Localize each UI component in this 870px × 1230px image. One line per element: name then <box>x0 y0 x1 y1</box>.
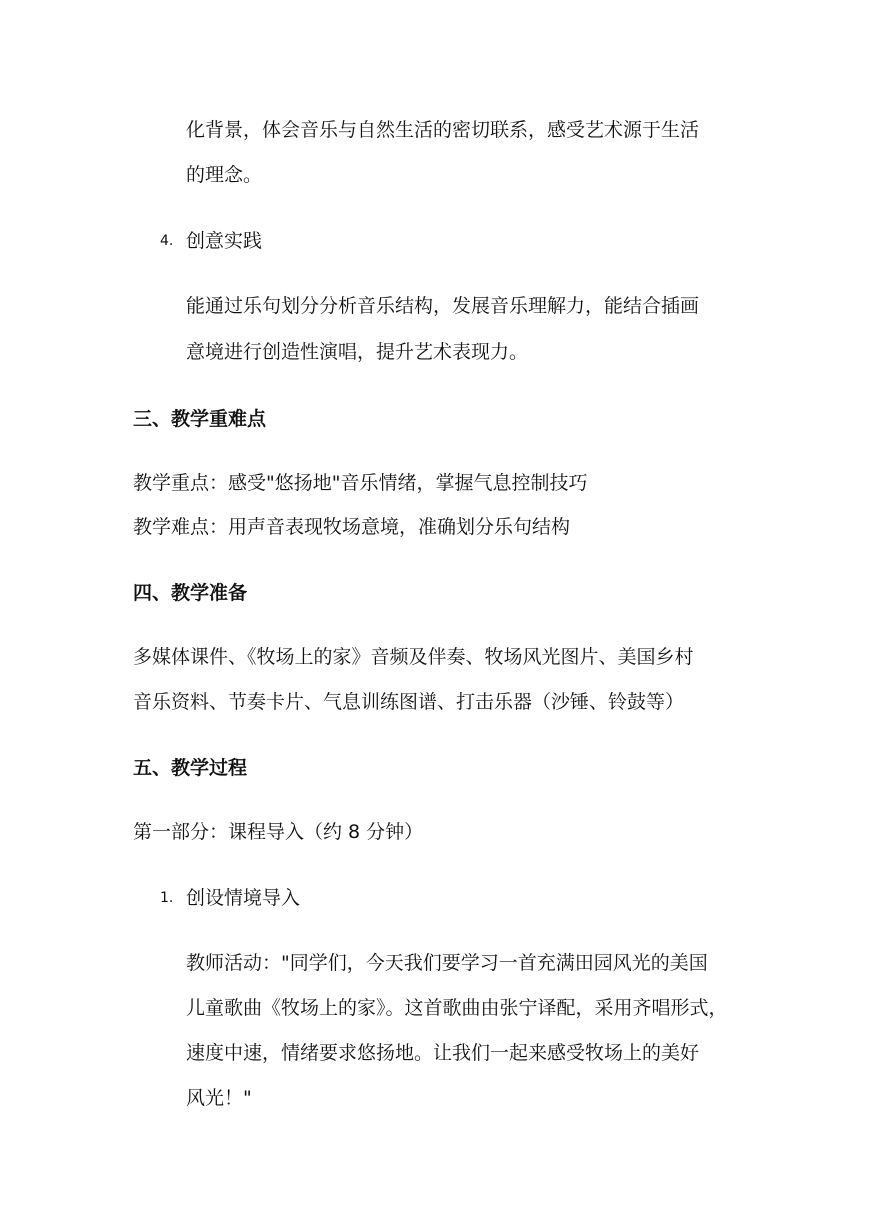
teacher-activity-line: 速度中速，情绪要求悠扬地。让我们一起来感受牧场上的美好 <box>186 1042 700 1064</box>
teacher-activity-line: 儿童歌曲《牧场上的家》。这首歌曲由张宁译配，采用齐唱形式， <box>186 997 728 1019</box>
difficulty-text: 教学难点：用声音表现牧场意境，准确划分乐句结构 <box>133 516 571 538</box>
item-number: 4. <box>160 233 174 249</box>
step-number: 1. <box>160 890 174 906</box>
section-heading: 五、教学过程 <box>133 757 248 779</box>
item-text-line: 意境进行创造性演唱，提升艺术表现力。 <box>186 341 529 363</box>
key-point-text: 教学重点：感受"悠扬地"音乐情绪，掌握气息控制技巧 <box>133 472 588 494</box>
teacher-activity-line: 教师活动："同学们，今天我们要学习一首充满田园风光的美国 <box>186 952 708 974</box>
item-title: 创意实践 <box>186 230 263 252</box>
part-title: 第一部分：课程导入（约 8 分钟） <box>133 821 424 843</box>
preparation-text-line: 多媒体课件、《牧场上的家》音频及伴奏、牧场风光图片、美国乡村 <box>133 646 694 668</box>
objectives-text-line: 化背景，体会音乐与自然生活的密切联系，感受艺术源于生活 <box>186 119 700 141</box>
step-title: 创设情境导入 <box>186 887 301 909</box>
item-text-line: 能通过乐句划分分析音乐结构，发展音乐理解力，能结合插画 <box>186 295 700 317</box>
section-heading: 三、教学重难点 <box>133 408 267 430</box>
preparation-text-line: 音乐资料、节奏卡片、气息训练图谱、打击乐器（沙锤、铃鼓等） <box>133 691 685 713</box>
objectives-text-line: 的理念。 <box>186 164 263 186</box>
section-heading: 四、教学准备 <box>133 582 248 604</box>
teacher-activity-line: 风光！" <box>186 1087 252 1109</box>
